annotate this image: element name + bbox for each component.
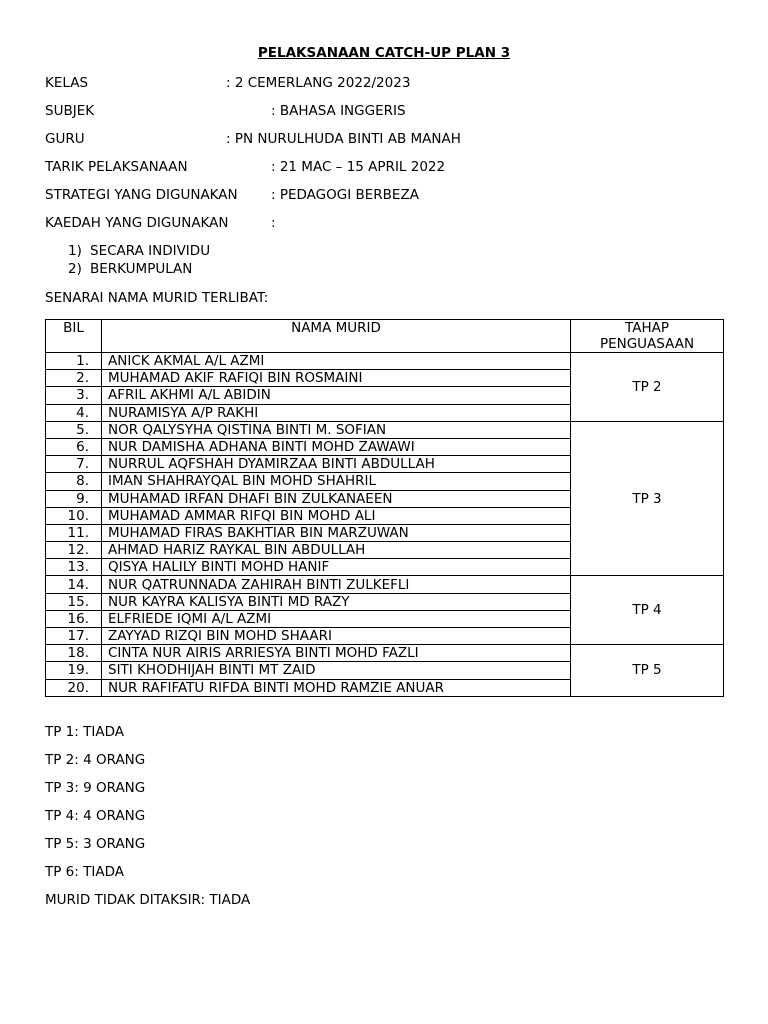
- table-header-row: [46, 320, 724, 353]
- row-bil: 12.: [46, 542, 102, 559]
- row-bil: 2.: [46, 370, 102, 387]
- row-nama: ELFRIEDE IQMI A/L AZMI: [102, 610, 571, 627]
- row-bil: 1.: [46, 353, 102, 370]
- row-nama: NUR QATRUNNADA ZAHIRAH BINTI ZULKEFLI: [102, 576, 571, 593]
- summary-line: TP 2: 4 ORANG: [45, 752, 146, 768]
- header-nama-murid: NAMA MURID: [102, 320, 571, 353]
- meta-value: : 2 CEMERLANG 2022/2023: [226, 75, 411, 91]
- row-bil: 8.: [46, 473, 102, 490]
- method-item: [68, 260, 192, 278]
- row-nama: AFRIL AKHMI A/L ABIDIN: [102, 387, 571, 404]
- method-text: BERKUMPULAN: [90, 261, 193, 277]
- method-number: 2): [68, 261, 82, 277]
- method-item: [68, 242, 210, 260]
- header-tahap-penguasaan: [571, 320, 724, 353]
- meta-value: :: [271, 215, 276, 231]
- row-nama: IMAN SHAHRAYQAL BIN MOHD SHAHRIL: [102, 473, 571, 490]
- row-nama: NURRUL AQFSHAH DYAMIRZAA BINTI ABDULLAH: [102, 456, 571, 473]
- document-title: PELAKSANAAN CATCH-UP PLAN 3: [257, 45, 511, 61]
- summary-line: TP 3: 9 ORANG: [45, 780, 146, 796]
- summary-line: TP 4: 4 ORANG: [45, 808, 146, 824]
- row-bil: 17.: [46, 628, 102, 645]
- row-bil: 4.: [46, 404, 102, 421]
- row-nama: SITI KHODHIJAH BINTI MT ZAID: [102, 662, 571, 679]
- row-bil: 11.: [46, 524, 102, 541]
- row-nama: MUHAMAD IRFAN DHAFI BIN ZULKANAEEN: [102, 490, 571, 507]
- row-nama: MUHAMAD AKIF RAFIQI BIN ROSMAINI: [102, 370, 571, 387]
- row-bil: 7.: [46, 456, 102, 473]
- row-bil: 13.: [46, 559, 102, 576]
- row-nama: NOR QALYSYHA QISTINA BINTI M. SOFIAN: [102, 421, 571, 438]
- meta-label: KAEDAH YANG DIGUNAKAN: [45, 215, 229, 231]
- tahap-group-tp3: TP 3: [571, 421, 724, 576]
- row-nama: NURAMISYA A/P RAKHI: [102, 404, 571, 421]
- row-nama: QISYA HALILY BINTI MOHD HANIF: [102, 559, 571, 576]
- row-bil: 3.: [46, 387, 102, 404]
- row-nama: NUR RAFIFATU RIFDA BINTI MOHD RAMZIE ANUAR: [102, 679, 571, 696]
- tahap-group-tp4: TP 4: [571, 576, 724, 645]
- meta-value: : 21 MAC – 15 APRIL 2022: [271, 159, 446, 175]
- row-bil: 15.: [46, 593, 102, 610]
- summary-line: MURID TIDAK DITAKSIR: TIADA: [45, 892, 251, 908]
- summary-line: TP 6: TIADA: [45, 864, 124, 880]
- table-row: [46, 576, 724, 593]
- row-nama: MUHAMAD AMMAR RIFQI BIN MOHD ALI: [102, 507, 571, 524]
- row-nama: NUR KAYRA KALISYA BINTI MD RAZY: [102, 593, 571, 610]
- tahap-group-tp2: TP 2: [571, 353, 724, 422]
- row-nama: AHMAD HARIZ RAYKAL BIN ABDULLAH: [102, 542, 571, 559]
- meta-label: KELAS: [45, 75, 89, 91]
- meta-label: SUBJEK: [45, 103, 95, 119]
- row-bil: 18.: [46, 645, 102, 662]
- header-tahap-line2: PENGUASAAN: [599, 336, 695, 352]
- table-row: [46, 353, 724, 370]
- method-text: SECARA INDIVIDU: [90, 243, 211, 259]
- table-row: [46, 645, 724, 662]
- meta-label: STRATEGI YANG DIGUNAKAN: [45, 187, 238, 203]
- row-bil: 16.: [46, 610, 102, 627]
- table-row: [46, 421, 724, 438]
- student-table: [45, 319, 724, 697]
- row-nama: MUHAMAD FIRAS BAKHTIAR BIN MARZUWAN: [102, 524, 571, 541]
- row-bil: 19.: [46, 662, 102, 679]
- meta-label: TARIK PELAKSANAAN: [45, 159, 188, 175]
- header-bil: BIL: [46, 320, 102, 353]
- row-nama: ANICK AKMAL A/L AZMI: [102, 353, 571, 370]
- row-bil: 5.: [46, 421, 102, 438]
- method-number: 1): [68, 243, 82, 259]
- summary-line: TP 1: TIADA: [45, 724, 124, 740]
- row-nama: NUR DAMISHA ADHANA BINTI MOHD ZAWAWI: [102, 438, 571, 455]
- header-tahap-line1: TAHAP: [625, 320, 669, 336]
- row-nama: ZAYYAD RIZQI BIN MOHD SHAARI: [102, 628, 571, 645]
- meta-value: : BAHASA INGGERIS: [271, 103, 406, 119]
- row-bil: 14.: [46, 576, 102, 593]
- meta-value: : PEDAGOGI BERBEZA: [271, 187, 419, 203]
- row-bil: 9.: [46, 490, 102, 507]
- row-bil: 6.: [46, 438, 102, 455]
- summary-line: TP 5: 3 ORANG: [45, 836, 146, 852]
- tahap-group-tp5: TP 5: [571, 645, 724, 697]
- meta-label: GURU: [45, 131, 85, 147]
- meta-value: : PN NURULHUDA BINTI AB MANAH: [226, 131, 461, 147]
- student-list-heading: SENARAI NAMA MURID TERLIBAT:: [45, 290, 269, 306]
- row-nama: CINTA NUR AIRIS ARRIESYA BINTI MOHD FAZLI: [102, 645, 571, 662]
- row-bil: 10.: [46, 507, 102, 524]
- row-bil: 20.: [46, 679, 102, 696]
